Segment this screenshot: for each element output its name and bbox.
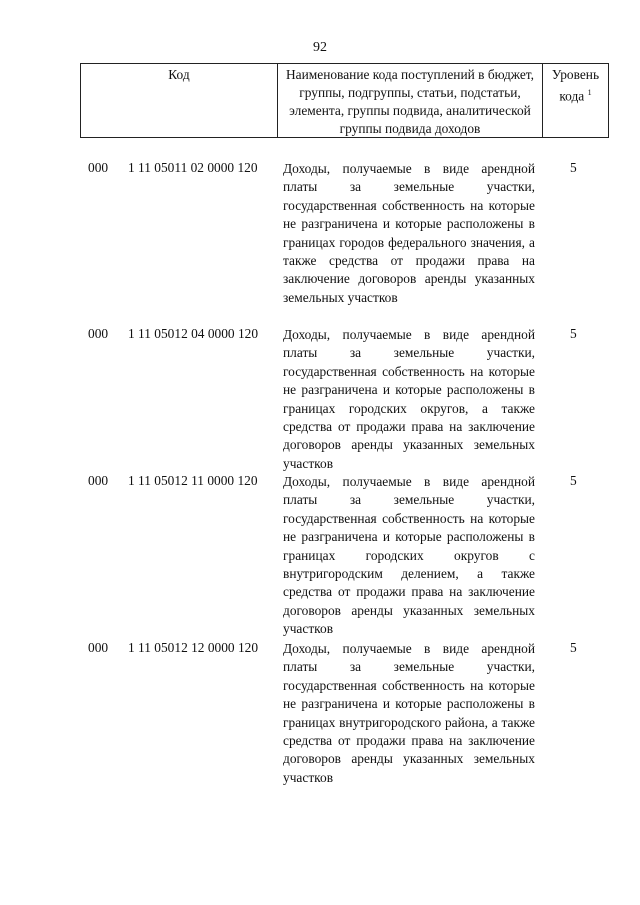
row-level: 5	[570, 160, 577, 175]
row-code: 1 11 05012 12 0000 120	[128, 640, 259, 655]
page-number: 92	[313, 40, 327, 55]
row-description: Доходы, получаемые в виде арендной платы за земельные участки, государственная собственность на которые не разграничена и которые расположены в границах городских округов, а также средства от продажи права на заключение договоров аренды указанных земельных участков	[283, 327, 535, 471]
row-code: 1 11 05011 02 0000 120	[128, 160, 258, 175]
row-level: 5	[570, 473, 577, 488]
row-admin-code: 000	[88, 473, 109, 488]
row-description: Доходы, получаемые в виде арендной платы за земельные участки, государственная собственность на которые не разграничена и которые расположены в границах внутригородского района, а также средства от продажи права на заключение договоров аренды указанных земельных участков	[283, 641, 535, 785]
header-code: Код	[81, 64, 278, 137]
row-description: Доходы, получаемые в виде арендной платы за земельные участки, государственная собственность на которые не разграничена и которые расположены в границах городов федерального значения, а также средства от продажи права на заключение договоров аренды указанных земельных участков	[283, 161, 535, 305]
header-level	[543, 64, 608, 137]
row-code: 1 11 05012 11 0000 120	[128, 473, 258, 488]
header-name: Наименование кода поступлений в бюджет, группы, подгруппы, статьи, подстатьи, элемента, группы подвида, аналитической группы подвида доходов	[278, 64, 543, 137]
header-level-footnote: 1	[587, 88, 592, 97]
row-admin-code: 000	[88, 160, 109, 175]
row-code: 1 11 05012 04 0000 120	[128, 326, 259, 341]
table-header	[80, 63, 609, 138]
row-level: 5	[570, 640, 577, 655]
row-admin-code: 000	[88, 326, 109, 341]
row-level: 5	[570, 326, 577, 341]
row-admin-code: 000	[88, 640, 109, 655]
row-description: Доходы, получаемые в виде арендной платы за земельные участки, государственная собственность на которые не разграничена и которые расположены в границах городских округов с внутригородским делением, а также средства от продажи права на заключение договоров аренды указанных земельных участков	[283, 474, 535, 637]
header-level-label: Уровень кода	[551, 67, 600, 104]
